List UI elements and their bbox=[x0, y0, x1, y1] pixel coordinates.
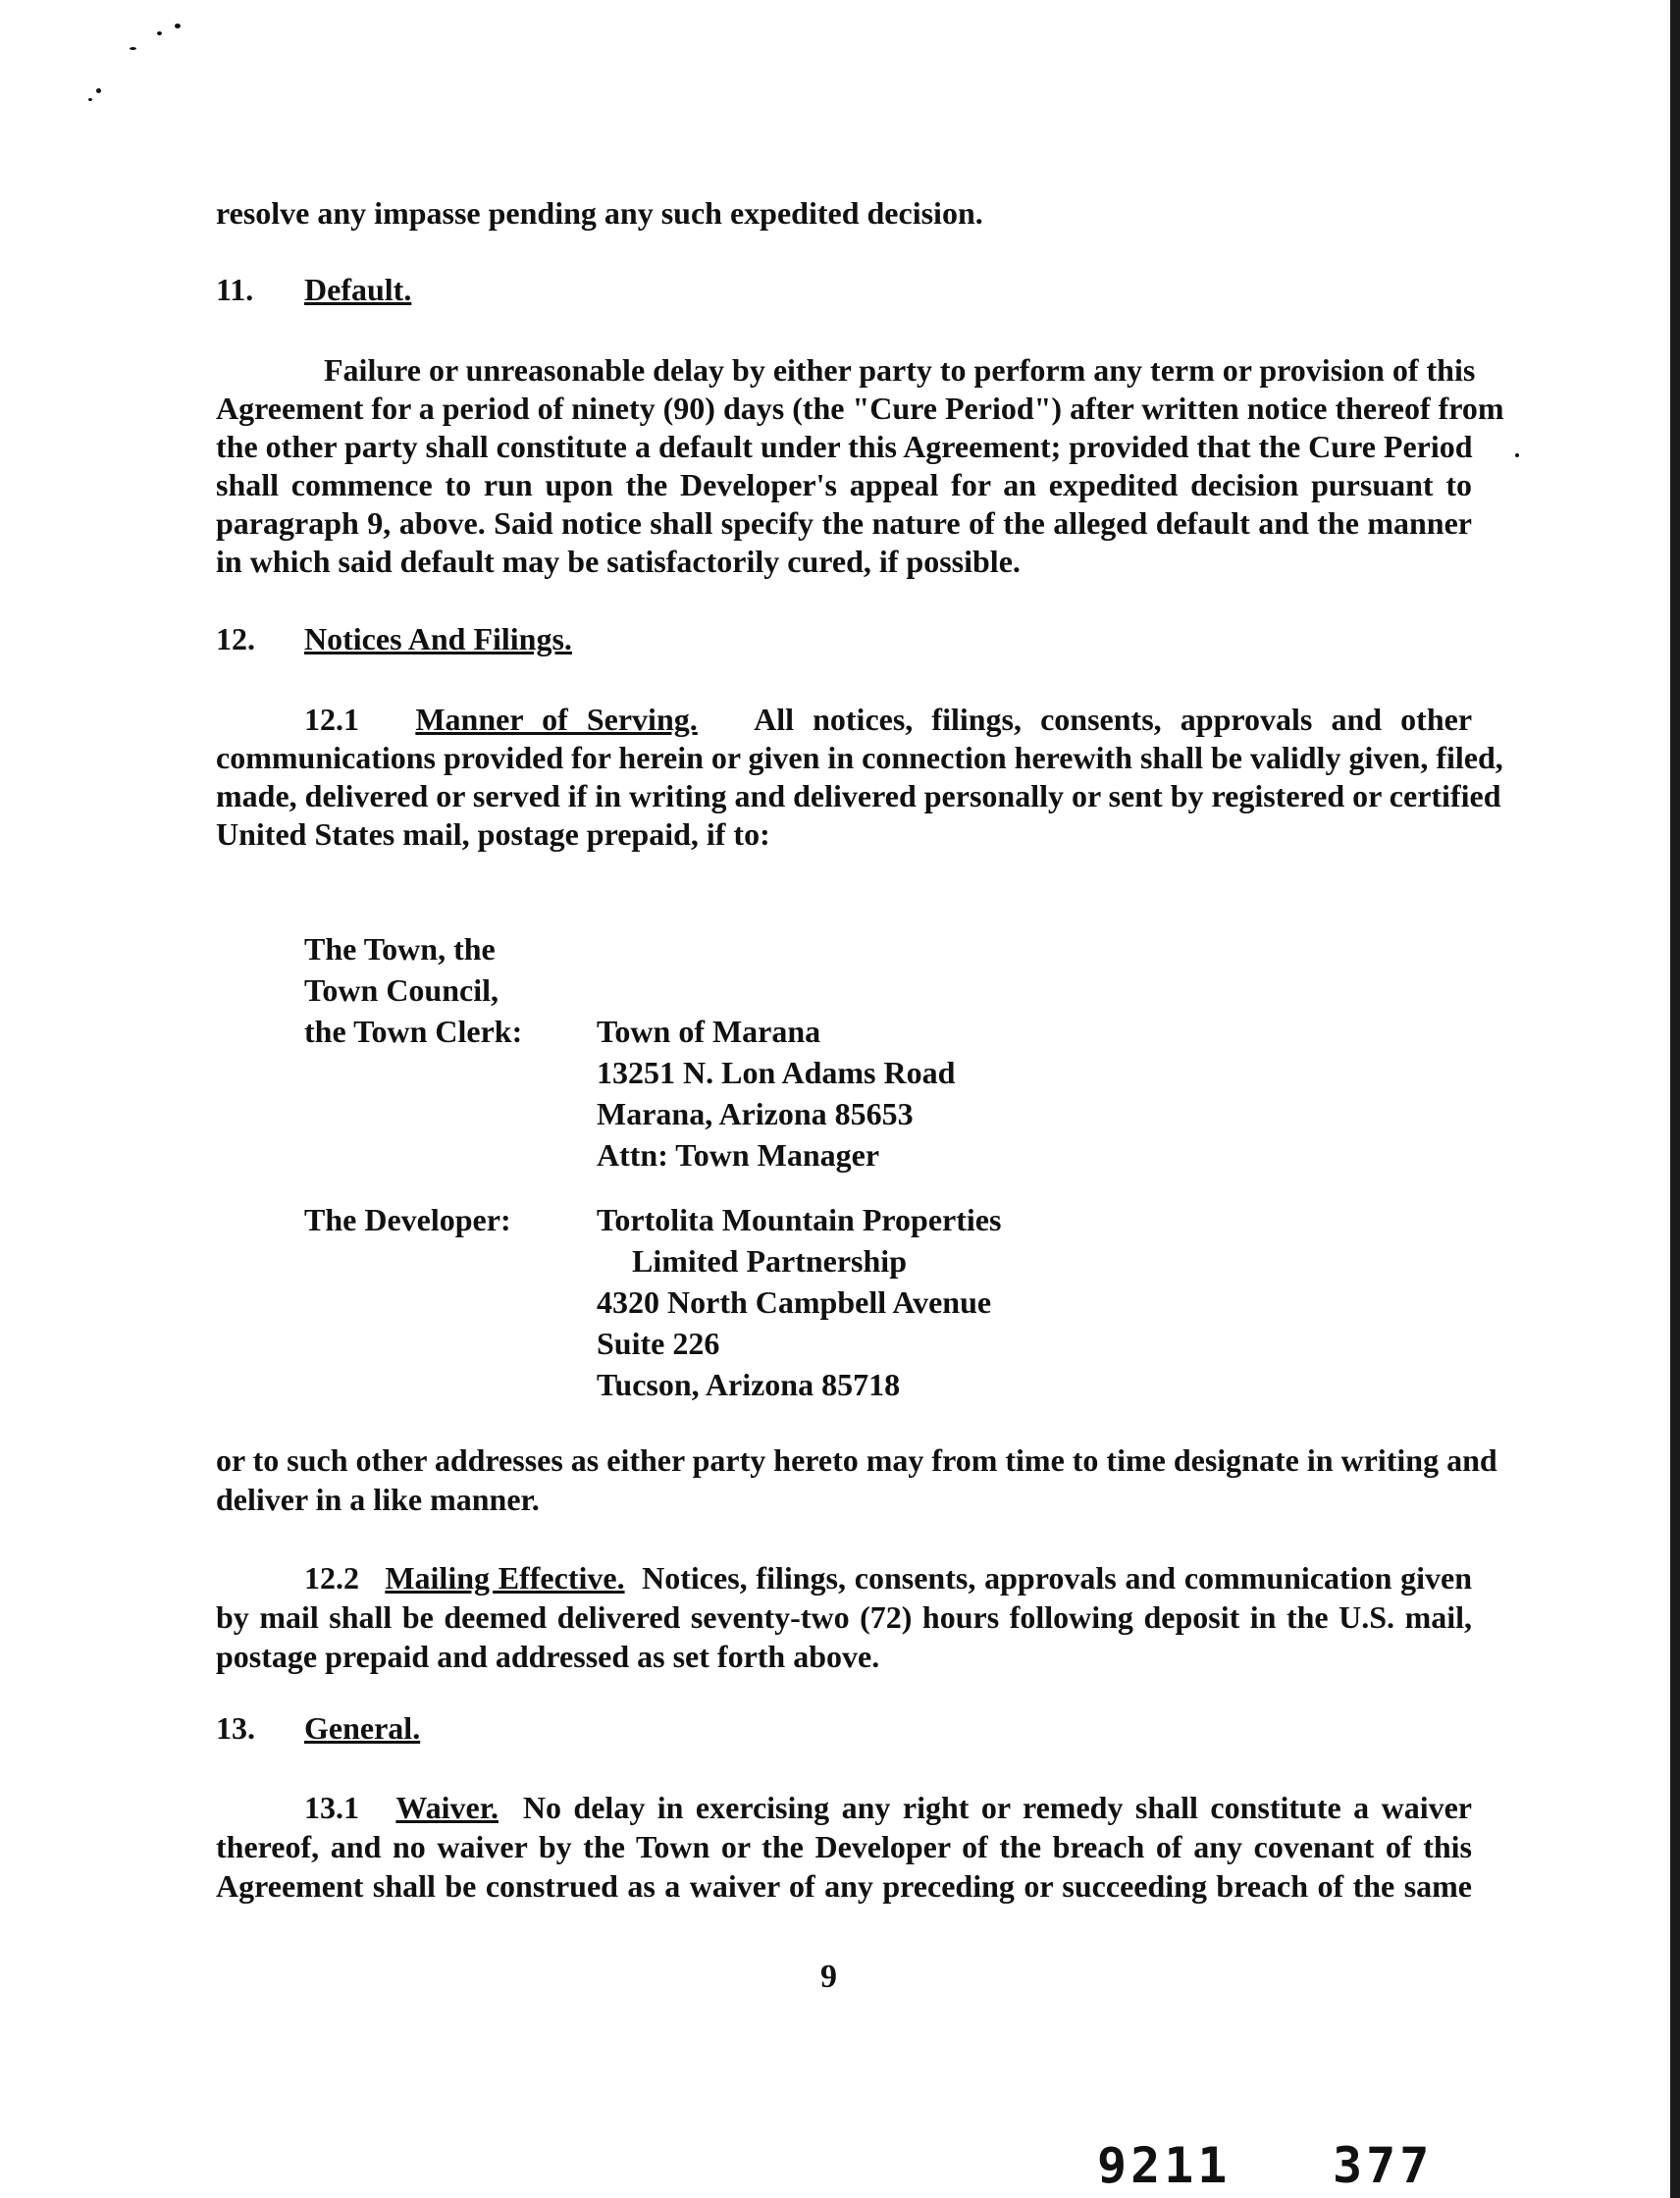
developer-label: The Developer: bbox=[304, 1202, 511, 1237]
document-stamp-left: 9211 bbox=[1097, 2137, 1232, 2194]
scan-speck bbox=[88, 98, 92, 101]
paragraph-line: Agreement shall be construed as a waiver of any preceding or succeeding breach of the same bbox=[216, 1868, 1472, 1904]
section-number: 13. bbox=[216, 1710, 255, 1746]
subsection-number: 12.2 bbox=[304, 1560, 359, 1596]
address-line: Marana, Arizona 85653 bbox=[597, 1096, 914, 1131]
section-13-1-paragraph bbox=[216, 1788, 1472, 1906]
scan-speck bbox=[1515, 453, 1519, 457]
paragraph-line: made, delivered or served if in writing and delivered personally or sent by registered or certified bbox=[216, 778, 1501, 813]
section-title: Notices And Filings. bbox=[304, 621, 572, 656]
scan-speck bbox=[157, 31, 162, 35]
label-line: the Town Clerk: bbox=[304, 1014, 523, 1049]
page-number: 9 bbox=[820, 1959, 837, 1995]
subsection-number: 12.1 bbox=[304, 702, 359, 737]
paragraph-line: thereof, and no waiver by the Town or the Developer of the breach of any covenant of this bbox=[216, 1829, 1472, 1864]
subsection-title: Manner of Serving. bbox=[415, 702, 698, 737]
subsection-text: All notices, filings, consents, approvals and other bbox=[754, 702, 1473, 737]
subsection-title: Mailing Effective. bbox=[385, 1560, 625, 1596]
paragraph-line: deliver in a like manner. bbox=[216, 1482, 540, 1517]
paragraph-line: Failure or unreasonable delay by either party to perform any term or provision of this bbox=[324, 352, 1476, 388]
paragraph-line: United States mail, postage prepaid, if to: bbox=[216, 816, 770, 852]
scan-speck bbox=[175, 24, 181, 28]
paragraph-line: in which said default may be satisfactorily cured, if possible. bbox=[216, 544, 1021, 579]
section-12-2-paragraph bbox=[216, 1558, 1472, 1676]
developer-address bbox=[597, 1199, 1001, 1405]
section-11-heading bbox=[216, 271, 411, 308]
scan-edge bbox=[1670, 0, 1680, 2198]
paragraph-line bbox=[216, 1558, 1472, 1597]
paragraph-line: shall commence to run upon the Developer's appeal for an expedited decision pursuant to bbox=[216, 467, 1472, 502]
paragraph-line: the other party shall constitute a default under this Agreement; provided that the Cure Period bbox=[216, 429, 1473, 464]
address-line: 4320 North Campbell Avenue bbox=[597, 1284, 992, 1320]
address-line: 13251 N. Lon Adams Road bbox=[597, 1055, 956, 1090]
document-stamp-right: 377 bbox=[1333, 2137, 1434, 2194]
address-line: Tortolita Mountain Properties bbox=[597, 1202, 1002, 1237]
section-title: General. bbox=[304, 1710, 421, 1746]
paragraph-line: postage prepaid and addressed as set forth above. bbox=[216, 1639, 880, 1674]
address-line: Limited Partnership bbox=[632, 1243, 907, 1279]
paragraph-line: or to such other addresses as either party hereto may from time to time designate in writing and bbox=[216, 1442, 1497, 1478]
paragraph-line bbox=[216, 701, 1472, 739]
section-number: 11. bbox=[216, 272, 254, 307]
scan-speck bbox=[96, 88, 101, 93]
section-title: Default. bbox=[304, 272, 412, 307]
paragraph-line: communications provided for herein or given in connection herewith shall be validly given, filed, bbox=[216, 740, 1503, 775]
section-number: 12. bbox=[216, 621, 255, 656]
town-label bbox=[304, 928, 522, 1052]
label-line: The Town, the bbox=[304, 931, 496, 967]
address-line: Town of Marana bbox=[597, 1014, 821, 1049]
top-fragment: resolve any impasse pending any such expedited decision. bbox=[216, 195, 983, 231]
address-line: Attn: Town Manager bbox=[597, 1137, 880, 1173]
paragraph-line: paragraph 9, above. Said notice shall specify the nature of the alleged default and the manner bbox=[216, 505, 1472, 541]
address-line: Tucson, Arizona 85718 bbox=[597, 1367, 901, 1402]
address-line: Suite 226 bbox=[597, 1326, 720, 1361]
section-12-heading bbox=[216, 620, 572, 657]
town-address bbox=[597, 1011, 955, 1176]
subsection-text: No delay in exercising any right or remedy shall constitute a waiver bbox=[522, 1790, 1472, 1825]
subsection-text: Notices, filings, consents, approvals and communication given bbox=[642, 1560, 1473, 1596]
section-12-1-paragraph bbox=[216, 701, 1503, 854]
label-line: Town Council, bbox=[304, 972, 499, 1008]
paragraph-line bbox=[216, 1788, 1472, 1827]
scan-speck bbox=[130, 47, 136, 50]
paragraph-line: Agreement for a period of ninety (90) days (the "Cure Period") after written notice thereof from bbox=[216, 391, 1504, 426]
subsection-title: Waiver. bbox=[395, 1790, 499, 1825]
section-13-heading bbox=[216, 1709, 420, 1747]
address-closing-paragraph bbox=[216, 1440, 1497, 1519]
section-11-paragraph bbox=[216, 351, 1504, 581]
paragraph-line: by mail shall be deemed delivered seventy-two (72) hours following deposit in the U.S. mail, bbox=[216, 1599, 1472, 1635]
subsection-number: 13.1 bbox=[304, 1790, 359, 1825]
